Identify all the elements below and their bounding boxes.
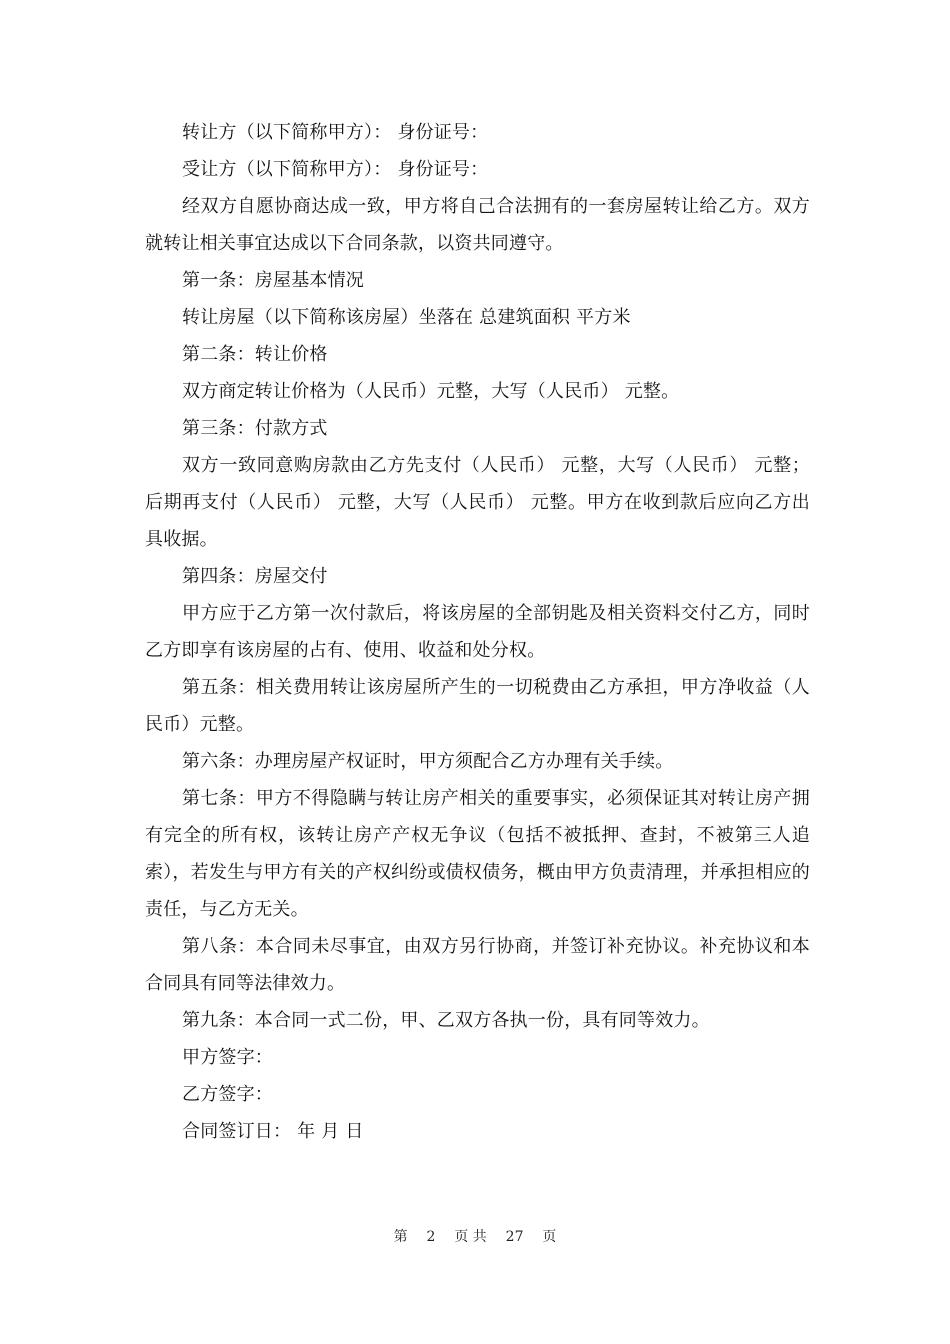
article-9-text: 第九条：本合同一式二份，甲、乙双方各执一份，具有同等效力。 — [182, 1010, 710, 1031]
article-7-text: 第七条：甲方不得隐瞒与转让房产相关的重要事实，必须保证其对转让房产拥有完全的所有权，该转让房产产权无争议（包括不被抵押、查封，不被第三人追索），若发生与甲方有关的产权纠纷或债权债务，概由甲方负责清理，并承担相应的责任，与乙方无关。 — [145, 788, 810, 920]
signing-date: 合同签订日： 年 月 日 — [182, 1121, 364, 1142]
article-3-text: 双方一致同意购房款由乙方先支付（人民币） 元整，大写（人民币） 元整；后期再支付（人民币） 元整，大写（人民币） 元整。甲方在收到款后应向乙方出具收据。 — [145, 455, 810, 550]
article-2-heading: 第二条：转让价格 — [182, 344, 328, 365]
article-8-text: 第八条：本合同未尽事宜，由双方另行协商，并签订补充协议。补充协议和本合同具有同等法律效力。 — [145, 936, 810, 994]
preamble-paragraph: 经双方自愿协商达成一致，甲方将自己合法拥有的一套房屋转让给乙方。双方就转让相关事宜达成以下合同条款，以资共同遵守。 — [145, 196, 810, 254]
party-b-line: 受让方（以下简称甲方）： 身份证号： — [182, 159, 489, 180]
party-a-line: 转让方（以下简称甲方）： 身份证号： — [182, 122, 489, 143]
article-5-text: 第五条：相关费用转让该房屋所产生的一切税费由乙方承担，甲方净收益（人民币）元整。 — [145, 677, 810, 735]
party-b-signature: 乙方签字： — [182, 1084, 273, 1105]
article-3-heading: 第三条：付款方式 — [182, 418, 328, 439]
party-a-signature: 甲方签字： — [182, 1047, 273, 1068]
article-2-text: 双方商定转让价格为（人民币）元整，大写（人民币） 元整。 — [182, 381, 680, 402]
article-1-heading: 第一条：房屋基本情况 — [182, 270, 364, 291]
footer-suffix: 页 — [542, 1229, 557, 1245]
document-body — [145, 114, 810, 1150]
current-page-number: 2 — [426, 1229, 436, 1245]
article-4-heading: 第四条：房屋交付 — [182, 566, 328, 587]
total-pages-number: 27 — [505, 1229, 524, 1245]
page-footer — [0, 1226, 950, 1246]
footer-middle: 页 共 — [454, 1229, 487, 1245]
footer-prefix: 第 — [393, 1229, 408, 1245]
article-4-text: 甲方应于乙方第一次付款后，将该房屋的全部钥匙及相关资料交付乙方，同时乙方即享有该房屋的占有、使用、收益和处分权。 — [145, 603, 810, 661]
article-6-text: 第六条：办理房屋产权证时，甲方须配合乙方办理有关手续。 — [182, 751, 674, 772]
article-1-text: 转让房屋（以下简称该房屋）坐落在 总建筑面积 平方米 — [182, 307, 631, 328]
